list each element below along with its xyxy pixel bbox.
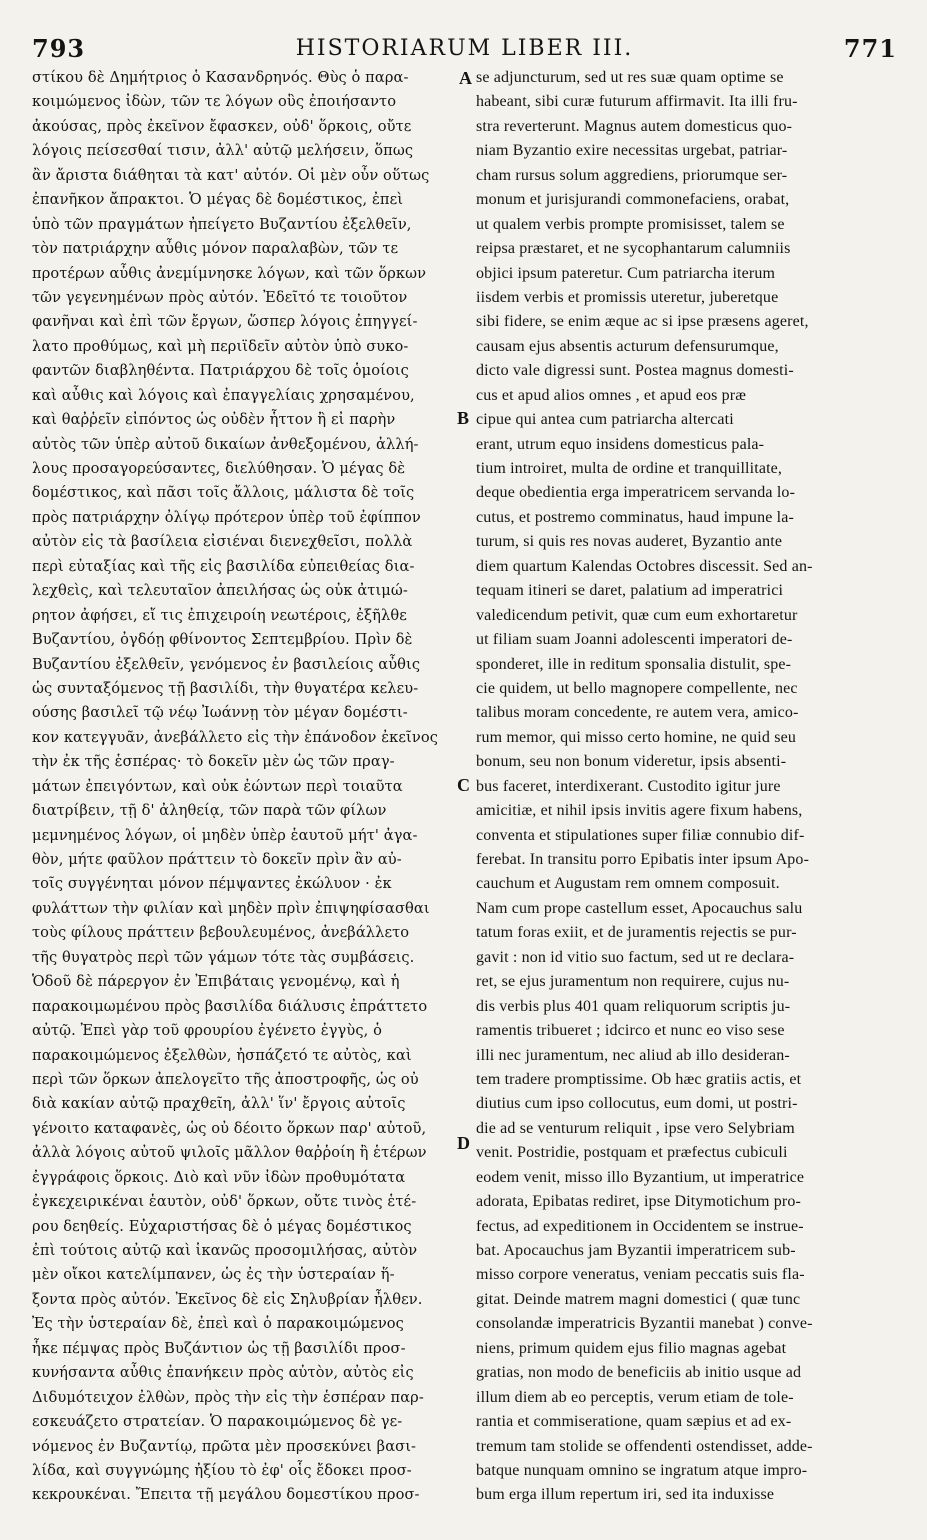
greek-text-line: τοῖς συγγένηται μόνον πέμψαντες ἐκώλυον · ἐκ (32, 875, 392, 893)
greek-text-line: αὐτὸς τῶν ὑπὲρ αὐτοῦ δικαίων ἀνθεξομένου, ἀλλή- (32, 435, 419, 453)
latin-text-line: monum et jurisjurandi commonefaciens, orabat, (476, 191, 790, 209)
greek-text-line: αὐτῷ. Ἐπεὶ γὰρ τοῦ φρουρίου ἐγένετο ἐγγὺς, ὁ (32, 1022, 382, 1040)
latin-text-line: cutus, et postremo comminatus, haud impune la- (476, 508, 794, 526)
greek-text-line: λίδα, καὶ συγγνώμης ἠξίου τὸ ἐφ' οἷς ἔδοκει προσ- (32, 1461, 412, 1479)
greek-text-line: τῆς θυγατρὸς περὶ τῶν γάμων τότε τὰς συμβάσεις. (32, 948, 415, 966)
greek-text-line: διατρίβειν, τῇ δ' ἀληθείᾳ, τῶν παρὰ τῶν φίλων (32, 802, 387, 820)
latin-text-line: amicitiæ, et nihil ipsis invitis agere fixum habens, (476, 802, 803, 820)
greek-text-line: φανῆναι καὶ ἐπὶ τῶν ἔργων, ὥσπερ λόγοις ἐπηγγεί- (32, 313, 418, 331)
latin-text-line: ferebat. In transitu porro Epibatis inter ipsum Apo- (476, 851, 810, 868)
latin-text-line: illum diem ab eo perceptis, verum etiam de tole- (476, 1388, 794, 1406)
latin-text-line: gitat. Deinde matrem magni domestici ( quæ tunc (476, 1290, 801, 1308)
greek-text-line: τῶν γεγενημένων πρὸς αὐτόν. Ἐδεῖτό τε τοιοῦτον (32, 288, 408, 306)
latin-text-line: bonum, seu non bonum videretur, ipsis absenti- (476, 753, 787, 771)
latin-text-line: diutius cum ipso collocutus, eum domi, ut postri- (476, 1095, 798, 1113)
latin-text-line: adorata, Epibatas rediret, ipse Ditymotichum pro- (476, 1193, 802, 1211)
latin-text-line: objici ipsum pateretur. Cum patriarcha iterum (476, 264, 776, 282)
greek-text-line: Διδυμότειχον ἐλθὼν, πρὸς τὴν εἰς τὴν ἑσπέραν παρ- (32, 1388, 424, 1406)
latin-text-line: ut qualem verbis prompte promisisset, talem se (476, 215, 785, 233)
latin-text-line: ramentis tribueret ; idcirco et nunc eo viso sese (476, 1022, 785, 1040)
greek-text-line: γένοιτο καταφανὲς, ὡς οὐ δέοιτο ὅρκων παρ' αὐτοῦ, (32, 1119, 427, 1137)
greek-text-line: δομέστικος, καὶ πᾶσι τοῖς ἄλλοις, μάλιστα δὲ τοῖς (32, 484, 415, 502)
greek-text-line: ρητον ἀφήσει, εἴ τις ἐπιχειροίη νεωτέροις, ἐξῆλθε (32, 606, 407, 624)
latin-text-line: cie quidem, ut bello magnopere compellente, nec (476, 679, 798, 697)
latin-text-line: ret, se ejus juramentum non requirere, cujus nu- (476, 973, 790, 991)
greek-text-line: ἀλλὰ λόγοις αὐτοῦ ψιλοῖς μᾶλλον θαῤῥοίη ἢ ἑτέρων (32, 1144, 427, 1162)
greek-text-line: περὶ εὐταξίας καὶ τῆς εἰς βασιλίδα εὐπειθείας δια- (32, 557, 415, 575)
margin-marker-c: C (457, 775, 470, 795)
latin-text-line: stra reverterunt. Magnus autem domesticus quo- (476, 117, 793, 135)
latin-text-line: se adjuncturum, sed ut res suæ quam optime se (476, 69, 784, 86)
greek-text-line: κον κατεγγυᾶν, ἀνεβάλλετο εἰς τὴν ἐπάνοδον ἐκεῖνος (32, 728, 438, 746)
latin-text-line: batque nunquam omnino se ingratum atque impro- (476, 1461, 808, 1479)
greek-text-line: ρου δεηθείς. Εὐχαριστήσας δὲ ὁ μέγας δομέστικος (32, 1217, 412, 1235)
latin-text-line: rum memor, qui misso certo homine, ne quid seu (476, 728, 796, 746)
page-number-left: 793 (32, 34, 86, 63)
greek-text-line: μεμνημένος λόγων, οἱ μηδὲν ὑπὲρ ἑαυτοῦ μήτ' ἀγα- (32, 826, 418, 844)
greek-text-line: τὸν πατριάρχην αὖθις μόνον παραλαβὼν, τῶν τε (32, 240, 399, 258)
greek-text-line: Βυζαντίου, ὀγδόῃ φθίνοντος Σεπτεμβρίου. Πρὶν δὲ (32, 631, 413, 649)
greek-text-line: ὡς συνταξόμενος τῇ βασιλίδι, τὴν θυγατέρα κελευ- (32, 679, 419, 697)
page-number-right: 771 (843, 34, 897, 63)
greek-text-line: παρακοιμωμένου πρὸς βασιλίδα διάλυσις ἐπράττετο (32, 997, 428, 1015)
latin-text-line: niens, primum quidem ejus filio magnas agebat (476, 1339, 787, 1357)
latin-text-line: niam Byzantio exire necessitas urgebat, patriar- (476, 142, 788, 160)
latin-text-line: rantia et commiseratione, quam sæpius et ad ex- (476, 1413, 792, 1431)
greek-text-line: λους προσαγορεύσαντες, διελύθησαν. Ὁ μέγας δὲ (32, 460, 406, 477)
latin-text-line: fectus, ad expeditionem in Occidentem se instrue- (476, 1217, 804, 1235)
greek-text-line: ἧκε πέμψας πρὸς Βυζάντιον ὡς τῇ βασιλίδι προσ- (32, 1339, 406, 1357)
greek-text-line: πρὸς πατριάρχην ὀλίγῳ πρότερον ὑπὲρ τοῦ ἐφίππον (32, 508, 421, 526)
greek-text-line: Βυζαντίου ἐξελθεῖν, γενόμενος ἐν βασιλείοις αὖθις (32, 655, 421, 673)
latin-text-line: venit. Postridie, postquam et præfectus cubiculi (476, 1144, 788, 1162)
greek-text-line: ἀκούσας, πρὸς ἐκεῖνον ἔφασκεν, οὐδ' ὅρκοις, οὔτε (32, 117, 412, 135)
greek-text-line: ξοντα πρὸς αὐτόν. Ἐκεῖνος δὲ εἰς Σηλυβρίαν ἦλθεν. (32, 1290, 423, 1308)
latin-text-line: diem quartum Kalendas Octobres discessit. Sed an- (476, 557, 813, 575)
greek-text-line: λατο προθύμως, καὶ μὴ περιϊδεῖν αὐτὸν ὑπὸ συκο- (32, 337, 409, 355)
latin-text-line: tatum foras exiit, et de juramentis rejectis se pur- (476, 924, 797, 942)
greek-text-line: ούσης βασιλεῖ τῷ νέῳ Ἰωάννῃ τὸν μέγαν δομέστι- (32, 704, 408, 722)
greek-text-line: νόμενος ἐν Βυζαντίῳ, πρῶτα μὲν προσεκύνει βασι- (32, 1437, 417, 1455)
greek-text-line: περὶ τῶν ὅρκων ἀπελογεῖτο τῆς ἀποστροφῆς, ὡς οὐ (32, 1070, 419, 1088)
latin-text-line: gratias, non modo de beneficiis ab initio usque ad (476, 1364, 802, 1382)
greek-text-line: ὑπὸ τῶν πραγμάτων ἠπείγετο Βυζαντίου ἐξελθεῖν, (32, 215, 412, 233)
latin-text-line: illi nec juramentum, nec aliud ab illo desideran- (476, 1046, 790, 1064)
margin-marker-d: D (457, 1133, 470, 1153)
latin-text-line: Nam cum prope castellum esset, Apocauchus salu (476, 899, 803, 917)
latin-text-line: consolandæ imperatricis Byzantii manebat ) conve- (476, 1315, 813, 1333)
latin-text-line: gavit : non id vitio suo factum, sed ut re declara- (476, 948, 795, 966)
latin-text-line: dis verbis plus 401 quam reliquorum scriptis ju- (476, 997, 791, 1015)
greek-text-line: μὲν οἴκοι κατελίμπανεν, ὡς ἐς τὴν ὑστεραίαν ἥ- (32, 1266, 395, 1284)
greek-text-line: τοὺς φίλους πράττειν βεβουλευμένος, ἀνεβάλλετο (32, 924, 410, 942)
greek-text-line: Ἐς τὴν ὑστεραίαν δὲ, ἐπεὶ καὶ ὁ παρακοιμώμενος (32, 1315, 404, 1333)
margin-marker-b: B (457, 408, 470, 428)
margin-marker-a: A (459, 68, 472, 88)
greek-text-line: κοιμώμενος ἰδὼν, τῶν τε λόγων οὓς ἐποιήσαντο (32, 93, 397, 111)
greek-text-line: λεχθεὶς, καὶ τελευταῖον ἀπειλήσας ὡς οὐκ ἀτιμώ- (32, 582, 408, 600)
greek-text-line: στίκου δὲ Δημήτριος ὁ Κασανδρηνός. Θὺς ὁ παρα- (32, 69, 409, 86)
latin-text-line: tequam itineri se daret, palatium ad imperatrici (476, 582, 784, 600)
latin-text-line: erant, utrum equo insidens domesticus pala- (476, 435, 765, 453)
greek-text-line: τὴν ἐκ τῆς ἑσπέρας· τὸ δοκεῖν μὲν ὡς τῶν πραγ- (32, 753, 395, 771)
greek-text-line: Ὁδοῦ δὲ πάρεργον ἐν Ἐπιβάταις γενομένῳ, καὶ ἡ (32, 973, 400, 991)
latin-text-line: die ad se venturum reliquit , ipse vero Selybriam (476, 1119, 795, 1137)
latin-text-line: eodem venit, misso illo Byzantium, ut imperatrice (476, 1168, 805, 1186)
greek-text-column (32, 66, 457, 1508)
latin-text-line: bat. Apocauchus jam Byzantii imperatricem sub- (476, 1242, 796, 1259)
latin-text-line: cipue qui antea cum patriarcha altercati (476, 411, 734, 429)
latin-text-line: cauchum et Augustam rem omnem composuit. (476, 875, 780, 893)
page-header (32, 34, 897, 64)
latin-text-line: tem tradere promptissime. Ob hæc gratiis actis, et (476, 1070, 802, 1088)
latin-text-line: turum, si quis res novas auderet, Byzantio ante (476, 533, 783, 551)
greek-text-line: αὐτὸν εἰς τὰ βασίλεια εἰσιέναι διενεχθεῖσι, πολλὰ (32, 533, 413, 551)
greek-text-line: ἐπανῆκον ἄπρακτοι. Ὁ μέγας δὲ δομέστικος, ἐπεὶ (32, 191, 404, 209)
greek-text-line: φυλάττων τὴν φιλίαν καὶ μηδὲν πρὶν ἐπιψηφίσασθαι (32, 899, 430, 917)
latin-text-line: bum erga illum repertum iri, sed ita induxisse (476, 1486, 775, 1504)
greek-text-line: ἐγγράφοις ὅρκοις. Διὸ καὶ νῦν ἰδὼν προθυμότατα (32, 1168, 406, 1186)
latin-text-column (476, 66, 894, 1508)
greek-text-line: φαντῶν διαβληθέντα. Πατριάρχου δὲ τοῖς ὁμοίοις (32, 362, 409, 380)
latin-text-line: deque obedientia erga imperatricem servanda lo- (476, 484, 796, 502)
latin-text-line: habeant, sibi curæ futurum affirmavit. Ita illi fru- (476, 93, 798, 111)
latin-text-line: dicto vale digressi sunt. Postea magnus domesti- (476, 362, 794, 380)
greek-text-line: παρακοιμώμενος ἐξελθὼν, ἠσπάζετό τε αὐτὸς, καὶ (32, 1046, 412, 1064)
greek-text-line: ἐγκεχειρικέναι ἑαυτὸν, οὐδ' ὅρκων, οὔτε τινὸς ἑτέ- (32, 1193, 417, 1211)
latin-text-line: reipsa præstaret, et ne sycophantarum calumniis (476, 240, 791, 258)
latin-text-line: tium introiret, multa de ordine et tranquillitate, (476, 460, 783, 477)
latin-text-line: valedicendum petivit, quæ cum eum exhortaretur (476, 606, 798, 624)
greek-text-line: κεκρουκέναι. Ἔπειτα τῇ μεγάλου δομεστίκου προσ- (32, 1486, 420, 1504)
latin-text-line: tremum tam stolide se offendenti ostendisset, adde- (476, 1437, 813, 1455)
greek-text-line: καὶ θαῤῥεῖν εἰπόντος ὡς οὐδὲν ἧττον ἢ εἰ παρὴν (32, 411, 396, 429)
latin-text-line: talibus moram concedente, re autem vera, amico- (476, 704, 799, 722)
greek-text-line: ἐπὶ τούτοις αὐτῷ καὶ ἱκανῶς προσομιλήσας, αὐτὸν (32, 1242, 418, 1259)
greek-text-line: κυνήσαντα αὖθις ἐπανήκειν πρὸς αὐτὸν, αὐτὸς εἰς (32, 1364, 414, 1382)
greek-text-line: προτέρων αὖθις ἀνεμίμνησκε λόγων, καὶ τῶν ὅρκων (32, 264, 427, 282)
greek-text-line: θὸν, μήτε φαῦλον πράττειν τὸ δοκεῖν πρὶν ἂν αὐ- (32, 851, 402, 868)
greek-text-line: καὶ αὖθις καὶ λόγοις καὶ ἐπαγγελίαις χρησαμένου, (32, 386, 415, 404)
greek-text-line: ἂν ἄριστα διάθηται τὰ κατ' αὐτόν. Οἱ μὲν οὖν οὕτως (32, 166, 430, 184)
latin-text-line: bus faceret, interdixerant. Custodito igitur jure (476, 777, 781, 795)
latin-text-line: misso corpore veneratus, veniam peccatis suis fla- (476, 1266, 805, 1284)
latin-text-line: conventa et stipulationes super filiæ connubio dif- (476, 826, 805, 844)
latin-text-line: cham rursus solum aggrediens, priorumque ser- (476, 166, 788, 184)
greek-text-line: εσκευάζετο στρατείαν. Ὁ παρακοιμώμενος δὲ γε- (32, 1413, 403, 1431)
latin-text-line: ut filiam suam Joanni adolescenti imperatori de- (476, 631, 793, 649)
latin-text-line: cus et apud alios omnes , et apud eos præ (476, 386, 747, 404)
greek-text-line: μάτων ἐπειγόντων, καὶ οὐκ ἐώντων περὶ τοιαῦτα (32, 777, 403, 795)
latin-text-line: sibi fidere, se enim æque ac si ipse præsens ageret, (476, 313, 809, 331)
running-title: HISTORIARUM LIBER III. (295, 36, 634, 61)
greek-text-line: διὰ κακίαν αὐτῷ πραχθεῖη, ἀλλ' ἵν' ἔργοις αὐτοῖς (32, 1095, 406, 1113)
greek-text-line: λόγοις πείσεσθαί τισιν, ἀλλ' αὐτῷ μελήσειν, ὅπως (32, 142, 414, 160)
latin-text-line: causam ejus absentis acturum defensurumque, (476, 337, 779, 355)
latin-text-line: iisdem verbis et promissis uteretur, juberetque (476, 288, 779, 306)
latin-text-line: sponderet, ille in reditum sponsalia distulit, spe- (476, 655, 792, 673)
